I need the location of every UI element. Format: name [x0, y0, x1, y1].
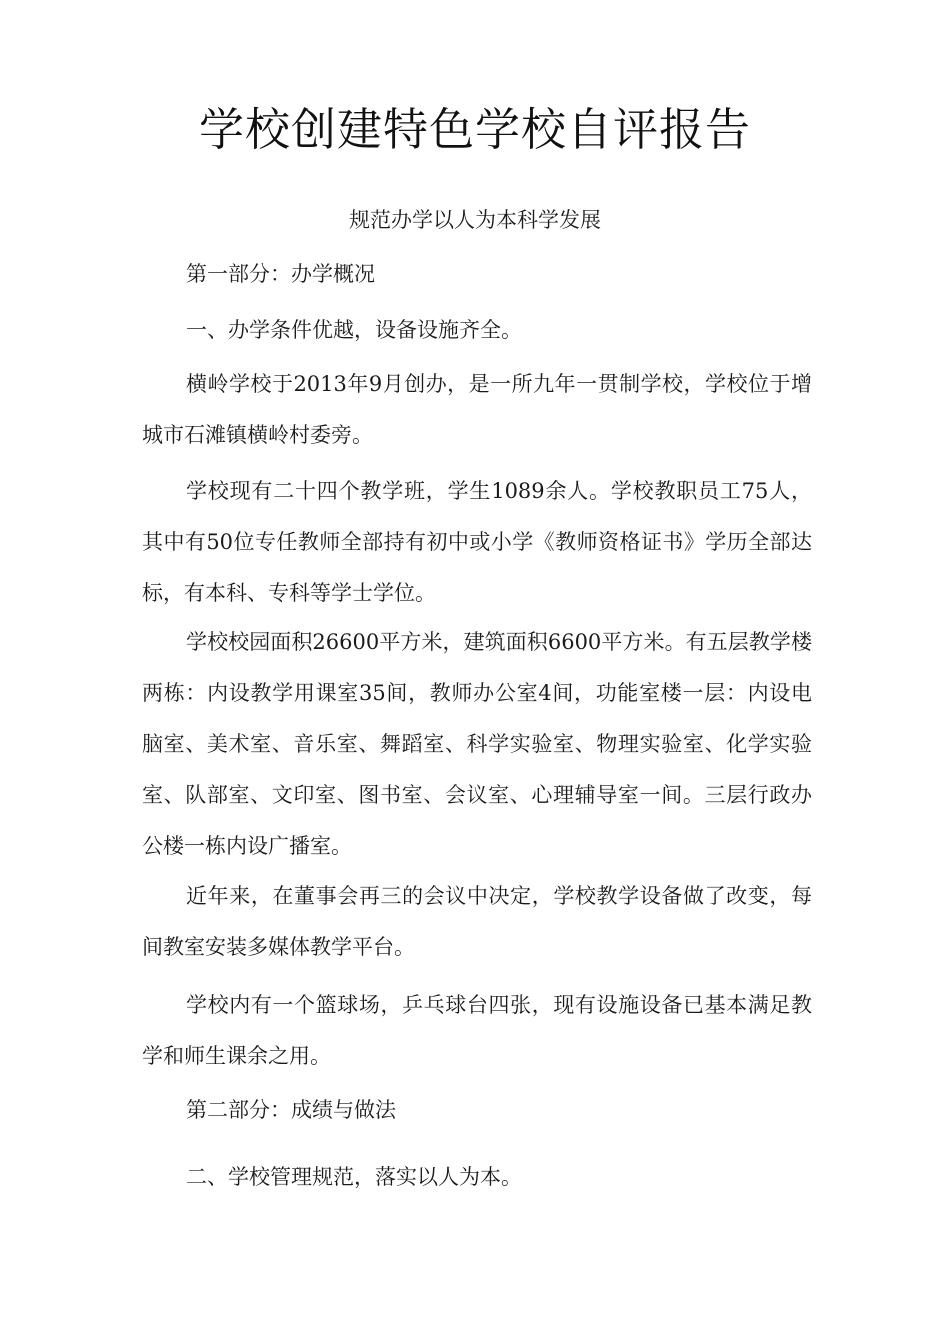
part2-heading: 第二部分：成绩与做法	[186, 1098, 396, 1122]
document-title: 学校创建特色学校自评报告	[198, 103, 751, 156]
paragraph-staff: 学校现有二十四个教学班，学生1089余人。学校教职员工75人，其中有50位专任教师全部持有初中或小学《教师资格证书》学历全部达标，有本科、专科等学士学位。	[142, 479, 812, 605]
section1-heading: 一、办学条件优越，设备设施齐全。	[186, 318, 522, 342]
part1-heading: 第一部分：办学概况	[186, 262, 375, 286]
section2-heading: 二、学校管理规范，落实以人为本。	[186, 1165, 522, 1189]
paragraph-founding: 横岭学校于2013年9月创办，是一所九年一贯制学校，学校位于增城市石滩镇横岭村委旁。	[142, 372, 812, 447]
paragraph-sports: 学校内有一个篮球场，乒乓球台四张，现有设施设备已基本满足教学和师生课余之用。	[142, 993, 812, 1068]
paragraph-equipment: 近年来，在董事会再三的会议中决定，学校教学设备做了改变，每间教室安装多媒体教学平台。	[142, 884, 812, 959]
paragraph-facilities: 学校校园面积26600平方米，建筑面积6600平方米。有五层教学楼两栋：内设教学用课室35间，教师办公室4间，功能室楼一层：内设电脑室、美术室、音乐室、舞蹈室、科学实验室、物理实验室、化学实验室、队部室、文印室、图书室、会议室、心理辅导室一间。三层行政办公楼一栋内设广播室。	[142, 630, 812, 858]
document-subtitle: 规范办学以人为本科学发展	[349, 208, 601, 232]
